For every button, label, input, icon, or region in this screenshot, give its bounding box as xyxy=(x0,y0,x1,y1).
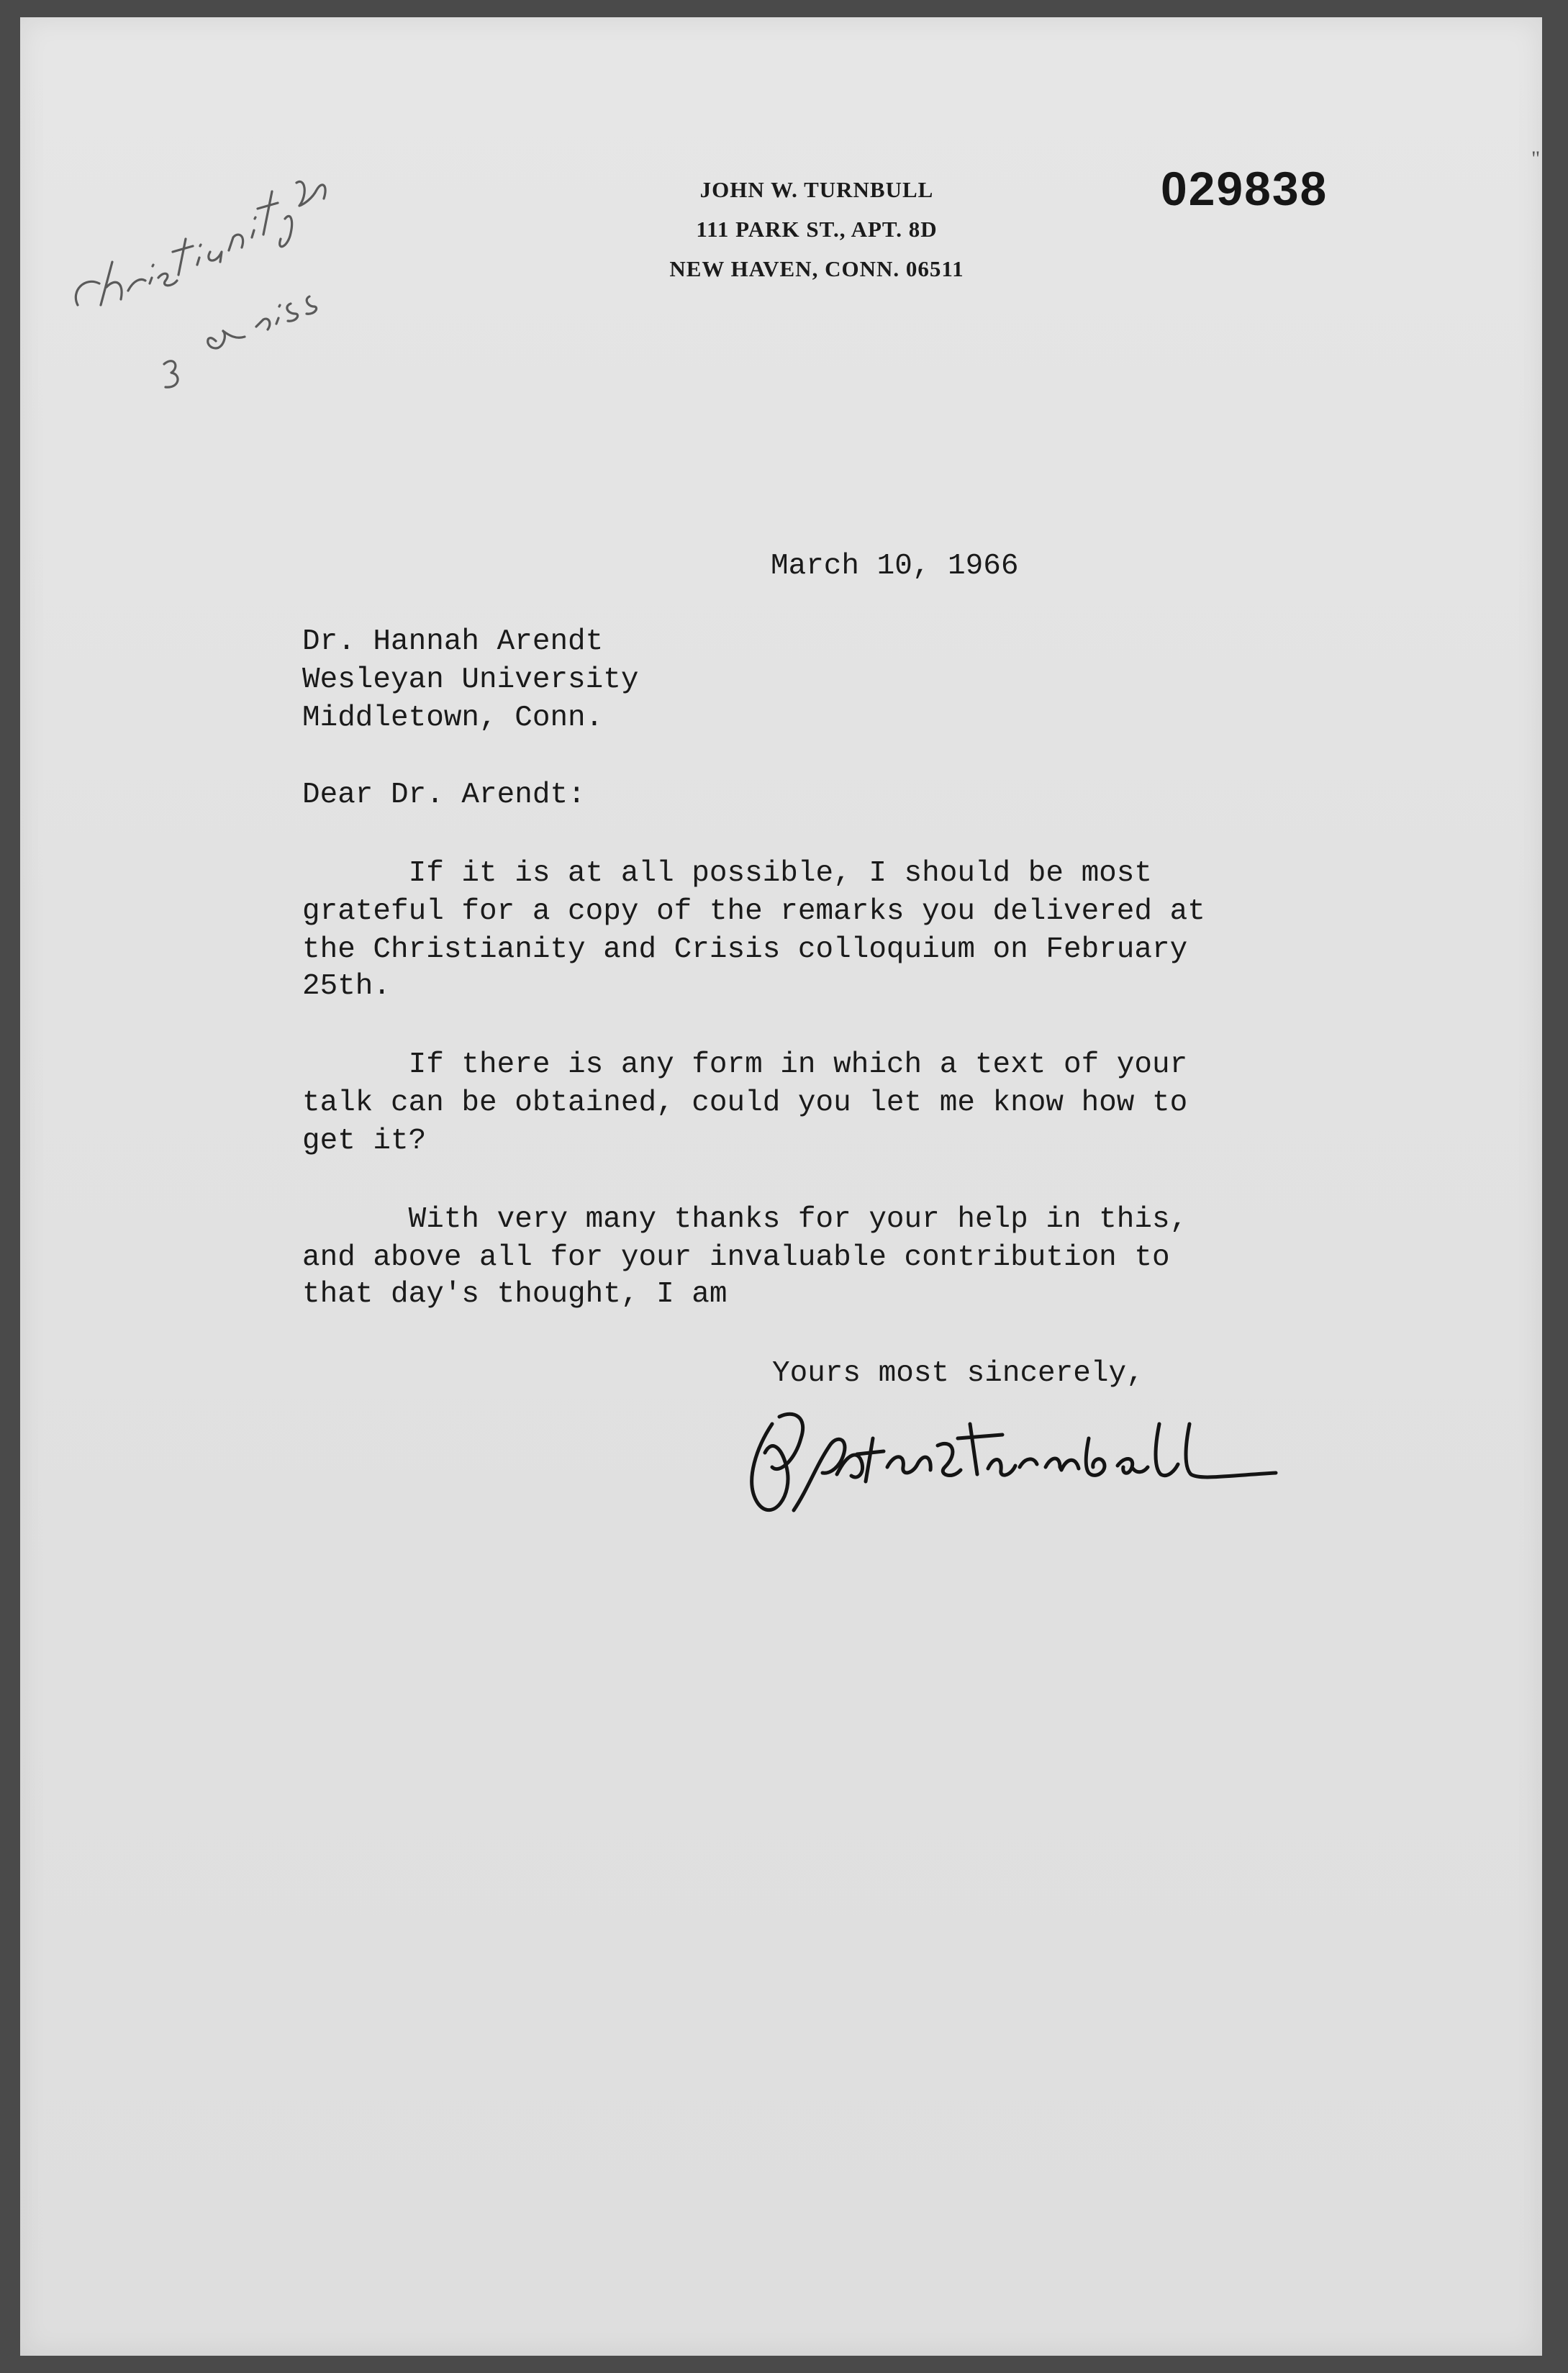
paragraph-1-line: 25th. xyxy=(302,970,391,1003)
letterhead-city: NEW HAVEN, CONN. 06511 xyxy=(669,256,964,281)
paragraph-1-line: grateful for a copy of the remarks you delivered at xyxy=(302,895,1205,928)
recipient-city: Middletown, Conn. xyxy=(302,702,604,735)
letterhead-name: JOHN W. TURNBULL xyxy=(699,177,934,202)
paragraph-2-line: get it? xyxy=(302,1125,427,1158)
paragraph-3-line: that day's thought, I am xyxy=(302,1278,728,1311)
salutation: Dear Dr. Arendt: xyxy=(302,779,586,812)
paragraph-2-line: talk can be obtained, could you let me know how to xyxy=(302,1086,1188,1120)
paragraph-2-line: If there is any form in which a text of your xyxy=(302,1048,1188,1081)
recipient-name: Dr. Hannah Arendt xyxy=(302,625,604,658)
handwritten-signature xyxy=(729,1395,1341,1532)
handwritten-annotation xyxy=(56,111,373,413)
letter-date: March 10, 1966 xyxy=(771,550,1019,583)
letter-page xyxy=(20,17,1542,2356)
paragraph-3-line: With very many thanks for your help in this, xyxy=(302,1203,1188,1236)
paragraph-3-line: and above all for your invaluable contribution to xyxy=(302,1241,1170,1274)
paragraph-1-line: If it is at all possible, I should be most xyxy=(302,857,1152,890)
recipient-institution: Wesleyan University xyxy=(302,663,639,697)
document-number: 029838 xyxy=(1161,162,1328,215)
edge-mark: " xyxy=(1531,147,1541,171)
letterhead-address: 111 PARK ST., APT. 8D xyxy=(696,217,938,242)
paragraph-1-line: the Christianity and Crisis colloquium on February xyxy=(302,933,1188,966)
closing: Yours most sincerely, xyxy=(772,1357,1144,1390)
